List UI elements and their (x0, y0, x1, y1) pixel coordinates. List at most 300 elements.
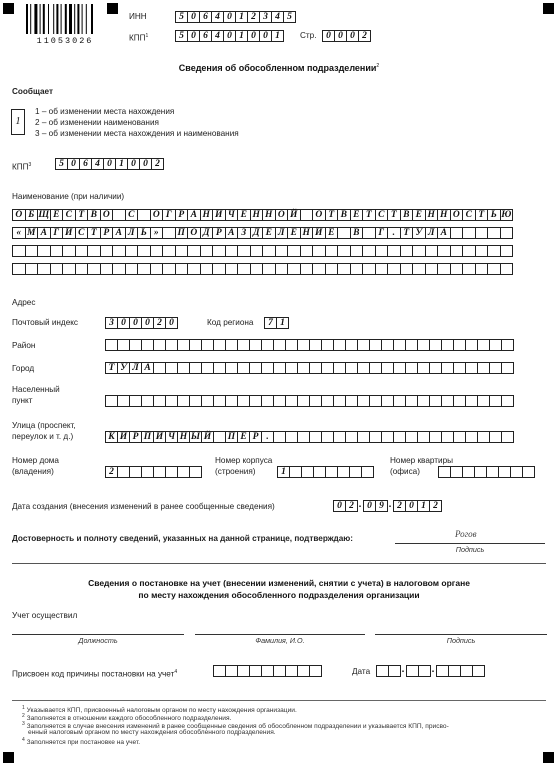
char-cell[interactable]: Е (325, 227, 339, 239)
char-cell[interactable] (187, 245, 201, 257)
char-cell[interactable] (501, 362, 514, 374)
signature-caption: Подпись (455, 545, 485, 554)
char-cell[interactable]: Е (262, 227, 276, 239)
char-cell[interactable]: 3 (105, 317, 118, 329)
char-cell[interactable] (225, 245, 239, 257)
char-cell[interactable] (450, 227, 464, 239)
date-separator: . (401, 664, 405, 675)
char-cell[interactable]: Ч (165, 431, 178, 443)
char-cell[interactable] (200, 263, 214, 275)
char-cell[interactable]: О (312, 209, 326, 221)
char-cell[interactable] (425, 245, 439, 257)
char-cell[interactable]: Л (125, 227, 139, 239)
char-cell[interactable]: Л (275, 227, 289, 239)
char-cell[interactable]: Е (50, 209, 64, 221)
char-cell[interactable]: В (400, 209, 414, 221)
char-cell[interactable]: Г (50, 227, 64, 239)
char-cell[interactable]: Ы (190, 432, 201, 442)
char-cell[interactable]: Т (87, 227, 101, 239)
char-cell[interactable]: И (212, 209, 226, 221)
char-cell[interactable]: И (312, 227, 326, 239)
char-cell[interactable] (37, 263, 51, 275)
char-cell[interactable]: 2 (247, 11, 260, 23)
char-cell[interactable]: 0 (187, 11, 200, 23)
char-cell[interactable] (312, 245, 326, 257)
char-cell[interactable]: Й (201, 431, 214, 443)
char-cell[interactable] (500, 245, 514, 257)
char-cell[interactable] (262, 245, 276, 257)
char-cell[interactable] (112, 263, 126, 275)
char-cell[interactable]: 0 (363, 500, 376, 512)
char-cell[interactable] (137, 263, 151, 275)
reg-date-month-cells[interactable] (406, 665, 430, 677)
apartment-label-1: Номер квартиры (390, 456, 454, 465)
char-cell[interactable]: 1 (271, 30, 284, 42)
char-cell[interactable] (362, 245, 376, 257)
char-cell[interactable]: Р (129, 431, 142, 443)
char-cell[interactable] (475, 245, 489, 257)
char-cell[interactable] (100, 263, 114, 275)
char-cell[interactable] (462, 263, 476, 275)
char-cell[interactable]: 0 (346, 30, 359, 42)
char-cell[interactable]: К (105, 431, 118, 443)
char-cell[interactable]: В (337, 209, 351, 221)
char-cell[interactable]: В (350, 227, 364, 239)
char-cell[interactable] (225, 263, 239, 275)
char-cell[interactable]: 5 (175, 11, 188, 23)
char-cell[interactable]: Н (177, 431, 190, 443)
kpp3-label: КПП$^3$ (12, 162, 32, 172)
char-cell[interactable] (388, 665, 401, 677)
char-cell[interactable] (362, 227, 376, 239)
char-cell[interactable]: Н (300, 227, 314, 239)
corner-marker-top-right (543, 3, 554, 14)
char-cell[interactable] (487, 245, 501, 257)
char-cell[interactable]: И (117, 431, 130, 443)
corner-marker-top-center (107, 3, 118, 14)
char-cell[interactable]: А (141, 362, 154, 374)
kpp3-cells[interactable] (55, 158, 163, 170)
char-cell[interactable] (450, 263, 464, 275)
char-cell[interactable] (150, 245, 164, 257)
char-cell[interactable]: Г (375, 227, 389, 239)
char-cell[interactable]: Т (105, 362, 118, 374)
street-label-1: Улица (проспект, (12, 421, 76, 430)
barcode-bar (61, 4, 62, 34)
char-cell[interactable]: 9 (375, 500, 388, 512)
char-cell[interactable] (37, 245, 51, 257)
char-cell[interactable]: 0 (141, 317, 154, 329)
char-cell[interactable] (175, 245, 189, 257)
char-cell[interactable] (350, 263, 364, 275)
char-cell[interactable] (12, 245, 26, 257)
char-cell[interactable]: И (153, 431, 166, 443)
char-cell[interactable]: Е (412, 209, 426, 221)
char-cell[interactable] (125, 245, 139, 257)
char-cell[interactable] (125, 263, 139, 275)
char-cell[interactable]: 2 (345, 500, 358, 512)
signature-handwritten: Рогов (455, 529, 477, 539)
date-day-cells[interactable] (333, 500, 357, 512)
char-cell[interactable]: 1 (276, 317, 289, 329)
char-cell[interactable] (87, 245, 101, 257)
char-cell[interactable] (189, 466, 202, 478)
char-cell[interactable]: П (225, 431, 238, 443)
char-cell[interactable]: С (125, 209, 139, 221)
reg-signature-caption: Подпись (446, 636, 476, 645)
reports-value-box[interactable]: 1 (11, 109, 25, 135)
char-cell[interactable] (475, 227, 489, 239)
char-cell[interactable]: У (117, 362, 130, 374)
char-cell[interactable]: Т (362, 209, 376, 221)
reports-option-1: 1 – об изменении места нахождения (35, 107, 175, 116)
name-row-3[interactable] (12, 245, 512, 257)
char-cell[interactable]: Н (250, 209, 264, 221)
char-cell[interactable]: 0 (322, 30, 335, 42)
char-cell[interactable] (300, 209, 314, 221)
char-cell[interactable]: П (175, 227, 189, 239)
char-cell[interactable] (500, 263, 514, 275)
char-cell[interactable] (137, 245, 151, 257)
char-cell[interactable]: 0 (127, 158, 140, 170)
char-cell[interactable]: 2 (358, 30, 371, 42)
char-cell[interactable] (522, 466, 535, 478)
char-cell[interactable]: А (437, 227, 451, 239)
reports-option-2: 2 – об изменении наименования (35, 118, 159, 127)
creation-date-fields[interactable] (333, 500, 441, 512)
corner-marker-bottom-right (543, 752, 554, 763)
registration-title-2: по месту нахождения обособленного подразделения организации (138, 590, 420, 600)
char-cell[interactable]: С (462, 209, 476, 221)
settlement-cells[interactable] (105, 395, 513, 407)
char-cell[interactable]: В (87, 209, 101, 221)
char-cell[interactable]: Е (287, 227, 301, 239)
char-cell[interactable]: 1 (417, 500, 430, 512)
char-cell[interactable] (25, 245, 39, 257)
char-cell[interactable] (287, 245, 301, 257)
char-cell[interactable]: 1 (115, 158, 128, 170)
char-cell[interactable]: А (112, 227, 126, 239)
char-cell[interactable] (75, 245, 89, 257)
char-cell[interactable] (50, 263, 64, 275)
char-cell[interactable]: Д (250, 227, 264, 239)
char-cell[interactable]: 4 (91, 158, 104, 170)
char-cell[interactable]: 2 (393, 500, 406, 512)
date-year-cells[interactable] (393, 500, 441, 512)
reg-date-label: Дата (352, 667, 371, 676)
char-cell[interactable]: И (62, 227, 76, 239)
char-cell[interactable] (162, 245, 176, 257)
name-row-1[interactable] (12, 209, 512, 221)
registration-title-1: Сведения о постановке на учет (внесении изменений, снятии с учета) в налоговом органе (88, 578, 470, 588)
char-cell[interactable] (75, 263, 89, 275)
char-cell[interactable] (387, 263, 401, 275)
char-cell[interactable] (500, 227, 514, 239)
char-cell[interactable]: 0 (187, 30, 200, 42)
char-cell[interactable] (62, 245, 76, 257)
char-cell[interactable] (400, 245, 414, 257)
reg-signature-line[interactable] (375, 634, 547, 635)
char-cell[interactable]: 0 (129, 317, 142, 329)
char-cell[interactable]: . (261, 431, 274, 443)
char-cell[interactable] (375, 263, 389, 275)
postal-label: Почтовый индекс (12, 318, 79, 327)
char-cell[interactable]: Р (100, 227, 114, 239)
char-cell[interactable]: О (187, 227, 201, 239)
char-cell[interactable]: С (75, 227, 89, 239)
char-cell[interactable]: 2 (105, 466, 118, 478)
char-cell[interactable]: О (275, 209, 289, 221)
char-cell[interactable]: 7 (264, 317, 277, 329)
char-cell[interactable] (412, 245, 426, 257)
char-cell[interactable] (462, 245, 476, 257)
char-cell[interactable] (450, 245, 464, 257)
char-cell[interactable]: О (100, 209, 114, 221)
char-cell[interactable]: 0 (405, 500, 418, 512)
name-row-4[interactable] (12, 263, 512, 275)
char-cell[interactable] (501, 339, 514, 351)
position-caption: Должность (78, 636, 118, 645)
char-cell[interactable] (200, 245, 214, 257)
char-cell[interactable]: Л (425, 227, 439, 239)
apartment-cells[interactable] (438, 466, 534, 478)
char-cell[interactable] (275, 263, 289, 275)
char-cell[interactable] (162, 227, 176, 239)
char-cell[interactable]: 0 (223, 11, 236, 23)
char-cell[interactable]: 1 (235, 11, 248, 23)
char-cell[interactable] (12, 263, 26, 275)
char-cell[interactable] (337, 227, 351, 239)
char-cell[interactable] (437, 263, 451, 275)
char-cell[interactable] (309, 665, 322, 677)
char-cell[interactable]: М (25, 227, 39, 239)
char-cell[interactable] (337, 263, 351, 275)
inn-cells[interactable] (175, 11, 295, 23)
char-cell[interactable] (412, 263, 426, 275)
char-cell[interactable]: Ч (225, 209, 239, 221)
char-cell[interactable] (275, 245, 289, 257)
char-cell[interactable]: У (412, 227, 426, 239)
char-cell[interactable]: С (375, 209, 389, 221)
char-cell[interactable]: О (12, 209, 26, 221)
char-cell[interactable] (325, 263, 339, 275)
char-cell[interactable]: 6 (199, 11, 212, 23)
barcode-bar (69, 4, 72, 34)
char-cell[interactable]: 0 (117, 317, 130, 329)
date-separator: . (358, 499, 362, 510)
char-cell[interactable]: Л (129, 362, 142, 374)
footnote-4: $^4$ Заполняется при постановке на учет. (22, 737, 141, 747)
char-cell[interactable] (418, 665, 431, 677)
position-line[interactable] (12, 634, 184, 635)
name-row-2[interactable] (12, 227, 512, 239)
char-cell[interactable] (100, 245, 114, 257)
district-cells[interactable] (105, 339, 513, 351)
char-cell[interactable] (137, 209, 151, 221)
char-cell[interactable] (387, 245, 401, 257)
char-cell[interactable]: Г (162, 209, 176, 221)
char-cell[interactable]: 0 (247, 30, 260, 42)
char-cell[interactable]: Т (475, 209, 489, 221)
char-cell[interactable] (250, 245, 264, 257)
fullname-line[interactable] (195, 634, 365, 635)
char-cell[interactable] (112, 245, 126, 257)
corner-marker-bottom-left (3, 752, 14, 763)
char-cell[interactable]: Н (262, 209, 276, 221)
char-cell[interactable] (501, 395, 514, 407)
char-cell[interactable] (462, 227, 476, 239)
char-cell[interactable] (212, 263, 226, 275)
street-cells[interactable] (105, 431, 513, 443)
char-cell[interactable] (175, 263, 189, 275)
date-month-cells[interactable] (363, 500, 387, 512)
char-cell[interactable]: П (141, 431, 154, 443)
page-cells[interactable] (322, 30, 370, 42)
char-cell[interactable] (437, 245, 451, 257)
char-cell[interactable]: 2 (429, 500, 442, 512)
char-cell[interactable] (325, 245, 339, 257)
char-cell[interactable] (472, 665, 485, 677)
char-cell[interactable]: 0 (103, 158, 116, 170)
char-cell[interactable]: 5 (283, 11, 296, 23)
settlement-label-2: пункт (12, 396, 33, 405)
char-cell[interactable]: Р (175, 209, 189, 221)
char-cell[interactable]: 0 (334, 30, 347, 42)
char-cell[interactable] (375, 245, 389, 257)
char-cell[interactable] (50, 245, 64, 257)
char-cell[interactable] (237, 245, 251, 257)
char-cell[interactable]: А (187, 209, 201, 221)
reg-date-day-cells[interactable] (376, 665, 400, 677)
char-cell[interactable]: Е (350, 209, 364, 221)
char-cell[interactable]: 2 (151, 158, 164, 170)
char-cell[interactable] (237, 263, 251, 275)
char-cell[interactable]: 3 (259, 11, 272, 23)
char-cell[interactable] (162, 263, 176, 275)
char-cell[interactable] (300, 263, 314, 275)
barcode (26, 4, 104, 34)
kpp-cells[interactable] (175, 30, 283, 42)
region-cells[interactable] (264, 317, 288, 329)
reg-date-year-cells[interactable] (436, 665, 484, 677)
char-cell[interactable] (62, 263, 76, 275)
postal-cells[interactable] (105, 317, 177, 329)
char-cell[interactable] (487, 263, 501, 275)
char-cell[interactable] (150, 263, 164, 275)
char-cell[interactable]: Т (325, 209, 339, 221)
char-cell[interactable]: Ю (501, 210, 512, 220)
char-cell[interactable]: 0 (165, 317, 178, 329)
char-cell[interactable] (337, 245, 351, 257)
char-cell[interactable]: 0 (67, 158, 80, 170)
char-cell[interactable]: Н (200, 209, 214, 221)
char-cell[interactable]: Н (437, 209, 451, 221)
char-cell[interactable]: 0 (333, 500, 346, 512)
char-cell[interactable] (501, 431, 514, 443)
char-cell[interactable] (425, 263, 439, 275)
char-cell[interactable]: Т (387, 209, 401, 221)
char-cell[interactable] (25, 263, 39, 275)
char-cell[interactable] (212, 245, 226, 257)
char-cell[interactable] (187, 263, 201, 275)
fullname-caption: Фамилия, И.О. (255, 636, 305, 645)
building-cells[interactable] (277, 466, 373, 478)
char-cell[interactable]: Т (400, 227, 414, 239)
char-cell[interactable]: 0 (223, 30, 236, 42)
char-cell[interactable]: Д (200, 227, 214, 239)
char-cell[interactable]: 6 (199, 30, 212, 42)
char-cell[interactable]: Т (75, 209, 89, 221)
char-cell[interactable]: 0 (259, 30, 272, 42)
char-cell[interactable]: 5 (55, 158, 68, 170)
char-cell[interactable]: Б (25, 209, 39, 221)
char-cell[interactable] (350, 245, 364, 257)
char-cell[interactable]: З (237, 227, 251, 239)
char-cell[interactable]: О (450, 209, 464, 221)
kpp-assigned-cells[interactable] (213, 665, 321, 677)
char-cell[interactable]: 4 (211, 30, 224, 42)
char-cell[interactable]: Е (237, 209, 251, 221)
char-cell[interactable]: С (62, 209, 76, 221)
char-cell[interactable] (262, 263, 276, 275)
char-cell[interactable] (112, 209, 126, 221)
char-cell[interactable]: Р (249, 431, 262, 443)
char-cell[interactable] (87, 263, 101, 275)
char-cell[interactable] (287, 263, 301, 275)
char-cell[interactable]: О (150, 209, 164, 221)
char-cell[interactable] (312, 263, 326, 275)
char-cell[interactable]: 5 (175, 30, 188, 42)
footnotes-divider (12, 700, 546, 701)
char-cell[interactable]: 4 (271, 11, 284, 23)
footnote-3-cont: енный налоговым органом по месту нахождения обособленного подразделения. (28, 729, 276, 736)
char-cell[interactable] (400, 263, 414, 275)
region-label: Код региона (207, 318, 254, 327)
char-cell[interactable] (361, 466, 374, 478)
city-cells[interactable] (105, 362, 513, 374)
char-cell[interactable] (487, 227, 501, 239)
char-cell[interactable]: 0 (139, 158, 152, 170)
barcode-bar (74, 4, 75, 34)
char-cell[interactable]: 4 (211, 11, 224, 23)
char-cell[interactable]: Р (212, 227, 226, 239)
char-cell[interactable]: Ь (487, 209, 501, 221)
reg-date-fields[interactable] (376, 665, 484, 677)
char-cell[interactable]: Щ (38, 210, 50, 220)
char-cell[interactable]: Ь (137, 227, 151, 239)
char-cell[interactable]: 6 (79, 158, 92, 170)
char-cell[interactable] (300, 245, 314, 257)
char-cell[interactable]: 2 (153, 317, 166, 329)
char-cell[interactable]: « (12, 227, 26, 239)
char-cell[interactable] (362, 263, 376, 275)
house-cells[interactable] (105, 466, 201, 478)
char-cell[interactable]: Й (287, 209, 301, 221)
char-cell[interactable]: . (387, 227, 401, 239)
char-cell[interactable]: А (225, 227, 239, 239)
char-cell[interactable]: А (37, 227, 51, 239)
char-cell[interactable]: 1 (235, 30, 248, 42)
char-cell[interactable]: 1 (277, 466, 290, 478)
char-cell[interactable]: Е (237, 431, 250, 443)
char-cell[interactable]: Н (425, 209, 439, 221)
char-cell[interactable]: » (150, 227, 164, 239)
char-cell[interactable] (475, 263, 489, 275)
performed-label: Учет осуществил (12, 611, 78, 620)
corner-marker-top-left (3, 3, 14, 14)
char-cell[interactable] (250, 263, 264, 275)
city-label: Город (12, 364, 35, 373)
